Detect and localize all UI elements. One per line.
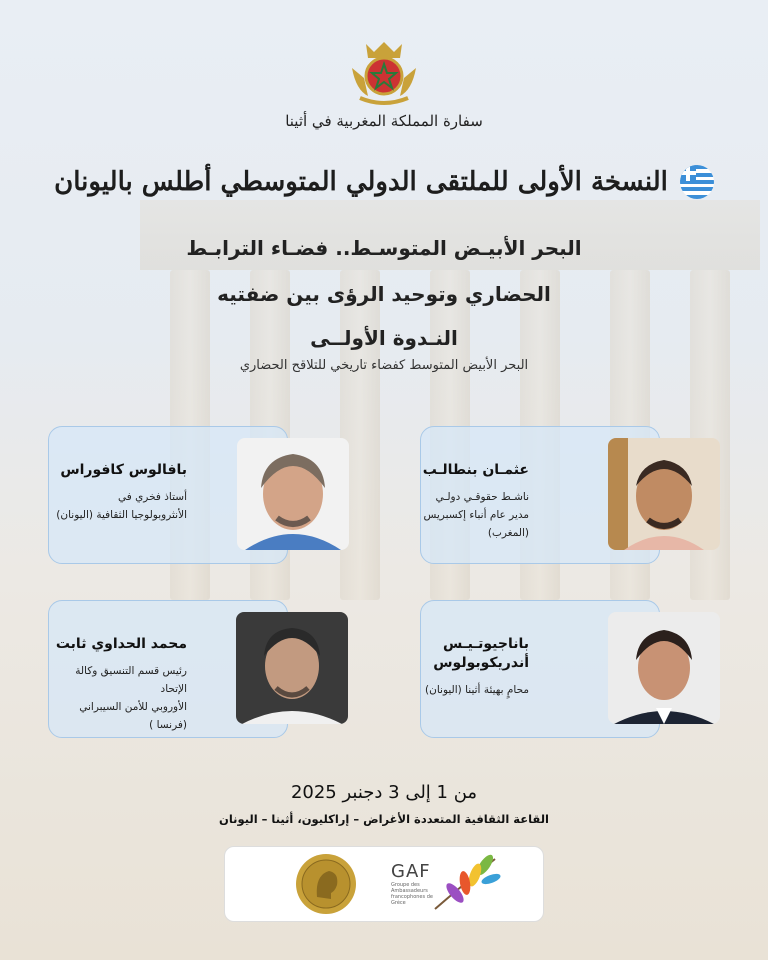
speaker-name-line2: أندريكوبولوس bbox=[433, 655, 529, 671]
gold-coin-logo bbox=[295, 853, 357, 915]
speaker-name: بافالوس كافوراس bbox=[60, 462, 187, 478]
speaker-name: باناجيوتـيـس bbox=[443, 636, 529, 652]
speaker-role: مدير عام أنباء إكسبريس (المغرب) bbox=[423, 509, 529, 539]
speaker-role: الأوروبي للأمن السيبراني (فرنسا ) bbox=[79, 701, 187, 731]
speaker-name: محمد الحداوي ثابت bbox=[55, 636, 187, 652]
speaker-photo bbox=[237, 438, 349, 550]
olive-branch-logo bbox=[425, 853, 509, 915]
speaker-role: محامٍ بهيئة أثينا (اليونان) bbox=[425, 684, 529, 696]
speaker-role: رئيس قسم التنسيق وكالة الإتحاد bbox=[75, 665, 187, 695]
embassy-name: سفارة المملكة المغربية في أثينا bbox=[285, 112, 483, 130]
gaf-caption: Groupe des Ambassadeurs francophones de Grèce bbox=[391, 882, 433, 906]
speaker-role: أستاذ فخري في bbox=[117, 491, 187, 503]
speaker-photo bbox=[608, 438, 720, 550]
event-venue: القاعة الثقافية المتعددة الأغراض – إراكليون، أثينا – اليونان bbox=[219, 812, 549, 826]
speaker-photo bbox=[608, 612, 720, 724]
event-title: النسخة الأولى للملتقى الدولي المتوسطي أطلس باليونان bbox=[54, 167, 668, 197]
theme-line-2: الحضاري وتوحيد الرؤى بين ضفتيه bbox=[217, 282, 551, 306]
event-dates: من 1 إلى 3 دجنبر 2025 bbox=[290, 782, 478, 803]
speaker-photo bbox=[236, 612, 348, 724]
moroccan-coat-of-arms-logo bbox=[346, 38, 422, 108]
partner-logos bbox=[224, 846, 544, 922]
greece-flag-icon bbox=[680, 165, 714, 199]
speaker-role: الأنثروبولوجيا الثقافية (اليونان) bbox=[56, 509, 187, 521]
session-subtitle: البحر الأبيض المتوسط كفضاء تاريخي للتلاقح الحضاري bbox=[239, 358, 529, 373]
session-title: النـدوة الأولــى bbox=[310, 326, 458, 350]
speaker-role: ناشـط حقوقـي دولـي bbox=[435, 491, 529, 503]
gaf-logo-text: GAF bbox=[391, 861, 431, 882]
speaker-name: عثمـان بنطالـب bbox=[422, 462, 529, 478]
theme-line-1: البحر الأبيـض المتوسـط.. فضـاء الترابـط bbox=[186, 236, 582, 260]
